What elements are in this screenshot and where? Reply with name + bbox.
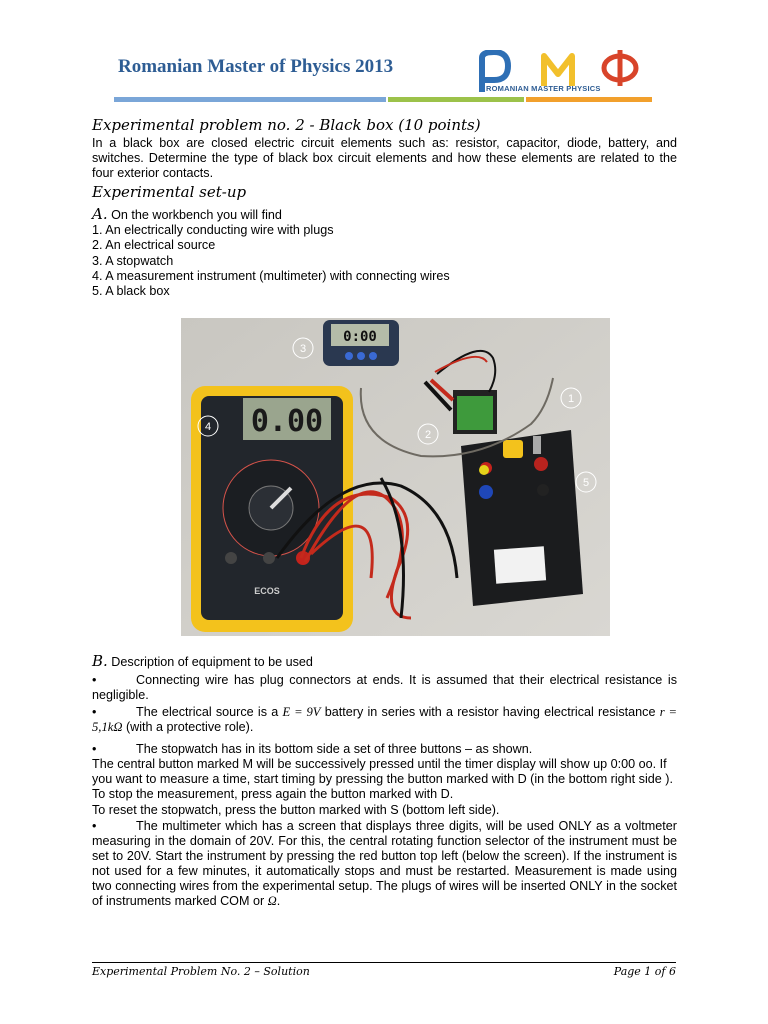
setup-heading: Experimental set-up [92, 183, 247, 201]
list-item: 4. A measurement instrument (multimeter) with connecting wires [92, 268, 450, 283]
bullet-multimeter [92, 819, 677, 909]
setup-photo [181, 318, 610, 636]
part-b-line [92, 654, 313, 670]
ohm-symbol: Ω [267, 894, 277, 908]
bullet-wire [92, 673, 677, 703]
bullet: • [92, 819, 97, 833]
footer-title: Experimental Problem No. 2 – Solution [92, 965, 310, 978]
part-b-text: Description of equipment to be used [111, 655, 313, 669]
part-a-text: On the workbench you will find [111, 208, 282, 222]
bullet: • [92, 673, 97, 687]
stopwatch-reset: To reset the stopwatch, press the button marked with S (bottom left side). [92, 803, 500, 817]
black-box [461, 430, 583, 606]
source-emf: E = 9V [282, 705, 321, 719]
bullet: • [92, 705, 97, 719]
source-post: (with a protective role). [125, 720, 254, 734]
meter-display: 0.00 [250, 404, 324, 439]
multimeter-text: The multimeter which has a screen that displays three digits, will be used ONLY as a voltmeter measuring in the domain of 20V. For this, the central rotating function selector of the instrument must be set to 20V. Start the instrument by pressing the red button top left (below the screen). If the instrument is not used for a few minutes, it automatically stops and must be restarted. Measurement is made using two connecting wires from the experimental setup. The plugs of wires will be inserted ONLY in the socket of instruments marked COM or [92, 819, 677, 908]
source-resistance: r = 5,1kΩ [92, 705, 678, 734]
equipment-list [92, 207, 450, 299]
source-mid: battery in series with a resistor having electrical resistance [324, 705, 656, 719]
part-b-letter: B. [92, 652, 108, 670]
photo-label-3: 3 [299, 343, 307, 355]
list-item: 1. An electrically conducting wire with plugs [92, 223, 334, 238]
header-title: Romanian Master of Physics 2013 [118, 56, 394, 77]
stopwatch [323, 320, 399, 366]
header-bar-blue [114, 97, 386, 102]
logo-caption: ROMANIAN MASTER PHYSICS [486, 84, 601, 93]
photo-label-2: 2 [424, 429, 432, 441]
part-a-line [92, 207, 450, 223]
part-a-letter: A. [92, 205, 108, 223]
stopwatch-instructions: The central button marked M will be successively pressed until the timer display will show up 0:00 oo. If you want to measure a time, start timing by pressing the button marked with D (in the bottom right side ). To stop the measurement, press again the button marked with D. [92, 757, 673, 801]
bullet-source [92, 705, 677, 735]
multimeter-end: . [276, 894, 281, 908]
stopwatch-display: 0:00 [343, 329, 377, 345]
stopwatch-intro: The stopwatch has in its bottom side a set of three buttons – as shown. [136, 742, 533, 756]
intro-paragraph: In a black box are closed electric circuit elements such as: resistor, capacitor, diode, battery, and switches. Determine the type of black box circuit elements and how these elements are related to the four exterior contacts. [92, 136, 677, 180]
list-item: 2. An electrical source [92, 238, 216, 253]
photo-label-1: 1 [567, 393, 575, 405]
bullet-stopwatch [92, 742, 677, 757]
problem-heading: Experimental problem no. 2 - Black box (10 points) [92, 116, 481, 134]
bullet: • [92, 742, 97, 756]
photo-label-5: 5 [582, 477, 590, 489]
photo-label-4: 4 [204, 421, 212, 433]
source-pre: The electrical source is a [136, 705, 279, 719]
bullet-wire-text: Connecting wire has plug connectors at ends. It is assumed that their electrical resistance is negligible. [92, 673, 677, 702]
list-item: 5. A black box [92, 284, 170, 299]
meter-brand: ECOS [254, 586, 280, 596]
footer-rule [92, 962, 676, 963]
list-item: 3. A stopwatch [92, 253, 174, 268]
footer-page-number: Page 1 of 6 [613, 965, 676, 978]
